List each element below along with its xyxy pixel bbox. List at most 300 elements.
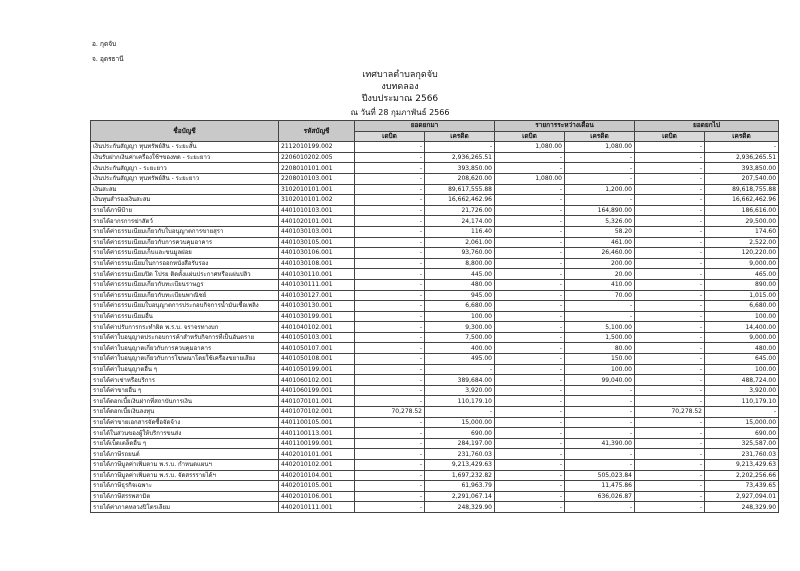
cell-dm-credit: 1,500.00 [565, 332, 635, 343]
fiscal-year: ปีงบประมาณ 2566 [361, 94, 439, 104]
cell-bf-debit: - [355, 237, 425, 248]
cell-dm-credit: 99,040.00 [565, 375, 635, 386]
cell-bf-credit: 24,174.00 [425, 216, 495, 227]
cell-cf-debit: - [635, 332, 705, 343]
cell-bf-credit: 110,179.10 [425, 396, 495, 407]
cell-bf-credit: 284,197.00 [425, 438, 495, 449]
cell-bf-debit: - [355, 417, 425, 428]
cell-dm-credit: 20.00 [565, 269, 635, 280]
cell-bf-debit: - [355, 491, 425, 502]
cell-bf-debit: - [355, 226, 425, 237]
table-row [91, 163, 779, 174]
cell-bf-credit: 231,760.03 [425, 449, 495, 460]
table-row [91, 216, 779, 227]
cell-account-code: 4401050103.001 [279, 332, 355, 343]
cell-account-code: 4401030105.001 [279, 237, 355, 248]
cell-cf-credit: 2,927,094.01 [705, 491, 779, 502]
cell-bf-debit: - [355, 279, 425, 290]
cell-cf-credit: - [705, 407, 779, 418]
cell-dm-credit: - [565, 173, 635, 184]
cell-bf-debit: - [355, 173, 425, 184]
table-row [91, 237, 779, 248]
cell-dm-debit: - [495, 269, 565, 280]
cell-account-code: 4401030103.001 [279, 226, 355, 237]
cell-account-name: รายได้ภาษีมูลค่าเพิ่มตาม พ.ร.บ. กำหนดแผนฯ [91, 460, 279, 471]
cell-cf-credit: 174.60 [705, 226, 779, 237]
cell-account-name: รายได้ภาษีรถยนต์ [91, 449, 279, 460]
cell-cf-debit: - [635, 491, 705, 502]
cell-bf-debit: - [355, 470, 425, 481]
cell-cf-credit: 690.00 [705, 428, 779, 439]
table-row [91, 470, 779, 481]
table-row [91, 460, 779, 471]
cell-account-name: รายได้ภาษีธุรกิจเฉพาะ [91, 481, 279, 492]
cell-cf-debit: - [635, 364, 705, 375]
cell-bf-debit: - [355, 332, 425, 343]
col-during-month: รายการระหว่างเดือน [495, 121, 635, 132]
cell-bf-credit: 8,800.00 [425, 258, 495, 269]
cell-cf-credit: 16,662,462.96 [705, 195, 779, 206]
cell-dm-debit: - [495, 279, 565, 290]
col-cf-debit: เดบิต [635, 131, 705, 142]
cell-cf-debit: - [635, 470, 705, 481]
cell-bf-credit: 9,213,429.63 [425, 460, 495, 471]
cell-dm-credit: 164,890.00 [565, 205, 635, 216]
cell-account-name: รายได้ค่าขายเอกสารจัดซื้อจัดจ้าง [91, 417, 279, 428]
cell-cf-credit: 488,724.00 [705, 375, 779, 386]
cell-account-code: 4401060102.001 [279, 375, 355, 386]
cell-cf-debit: - [635, 237, 705, 248]
cell-dm-debit: - [495, 163, 565, 174]
cell-bf-debit: - [355, 269, 425, 280]
table-row [91, 173, 779, 184]
cell-account-code: 2208010103.001 [279, 173, 355, 184]
cell-account-name: รายได้ดอกเบี้ยเงินฝากที่สถาบันการเงิน [91, 396, 279, 407]
cell-dm-credit: - [565, 396, 635, 407]
cell-dm-credit: - [565, 152, 635, 163]
table-row [91, 396, 779, 407]
cell-bf-debit: - [355, 481, 425, 492]
cell-cf-credit: 100.00 [705, 364, 779, 375]
cell-dm-debit: - [495, 322, 565, 333]
cell-account-code: 4401040102.001 [279, 322, 355, 333]
cell-dm-debit: - [495, 343, 565, 354]
cell-account-name: รายได้ค่าเช่าหรือบริการ [91, 375, 279, 386]
cell-bf-debit: - [355, 152, 425, 163]
cell-cf-credit: 1,015.00 [705, 290, 779, 301]
cell-dm-credit: 410.00 [565, 279, 635, 290]
cell-dm-debit: - [495, 460, 565, 471]
cell-bf-credit: 21,726.00 [425, 205, 495, 216]
cell-dm-credit: 636,026.87 [565, 491, 635, 502]
cell-cf-credit: 6,680.00 [705, 301, 779, 312]
table-row [91, 195, 779, 206]
cell-account-code: 4401030130.001 [279, 301, 355, 312]
cell-dm-debit: - [495, 301, 565, 312]
table-row [91, 269, 779, 280]
cell-cf-debit: - [635, 343, 705, 354]
cell-cf-debit: - [635, 460, 705, 471]
table-row [91, 407, 779, 418]
province-label: จ. อุดรธานี [92, 55, 124, 63]
cell-account-name: รายได้ค่าธรรมเนียมเกี่ยวกับการควบคุมอาคาร [91, 237, 279, 248]
cell-cf-debit: - [635, 449, 705, 460]
cell-cf-credit: 2,936,265.51 [705, 152, 779, 163]
cell-cf-credit: 890.00 [705, 279, 779, 290]
cell-bf-debit: - [355, 216, 425, 227]
cell-cf-credit: 14,400.00 [705, 322, 779, 333]
cell-bf-credit: 61,963.79 [425, 481, 495, 492]
table-row [91, 226, 779, 237]
cell-bf-debit: - [355, 364, 425, 375]
cell-cf-credit: 15,000.00 [705, 417, 779, 428]
cell-bf-debit: - [355, 354, 425, 365]
cell-dm-debit: - [495, 311, 565, 322]
cell-bf-debit: - [355, 142, 425, 153]
cell-bf-credit: 393,850.00 [425, 163, 495, 174]
cell-cf-credit: 248,329.90 [705, 502, 779, 513]
table-row [91, 258, 779, 269]
cell-dm-debit: - [495, 258, 565, 269]
cell-cf-debit: - [635, 354, 705, 365]
table-row [91, 428, 779, 439]
cell-dm-debit: - [495, 491, 565, 502]
cell-dm-credit: 150.00 [565, 354, 635, 365]
cell-bf-credit: 945.00 [425, 290, 495, 301]
cell-account-name: รายได้ค่าธรรมเนียมเก็บและขนมูลฝอย [91, 248, 279, 259]
cell-account-name: รายได้ค่าปรับการกระทำผิด พ.ร.บ. จราจรทางบก [91, 322, 279, 333]
cell-bf-debit: - [355, 248, 425, 259]
cell-account-name: รายได้เบ็ดเตล็ดอื่น ๆ [91, 438, 279, 449]
cell-account-name: รายได้อากรการฆ่าสัตว์ [91, 216, 279, 227]
as-of-date: ณ วันที่ 28 กุมภาพันธ์ 2566 [350, 108, 450, 117]
cell-bf-credit: 100.00 [425, 311, 495, 322]
cell-account-name: รายได้ค่าธรรมเนียมในการออกหนังสือรับรอง [91, 258, 279, 269]
cell-bf-credit: 89,617,555.88 [425, 184, 495, 195]
cell-account-code: 2112010199.002 [279, 142, 355, 153]
table-row [91, 332, 779, 343]
cell-cf-credit: 2,522.00 [705, 237, 779, 248]
cell-cf-credit: 480.00 [705, 343, 779, 354]
cell-account-code: 4401030110.001 [279, 269, 355, 280]
cell-bf-debit: - [355, 163, 425, 174]
cell-cf-credit: 110,179.10 [705, 396, 779, 407]
col-bf-debit: เดบิต [355, 131, 425, 142]
cell-dm-debit: - [495, 354, 565, 365]
cell-cf-credit: 207,540.00 [705, 173, 779, 184]
cell-dm-credit: 41,390.00 [565, 438, 635, 449]
cell-bf-credit: 389,684.00 [425, 375, 495, 386]
cell-account-code: 4401030106.001 [279, 248, 355, 259]
table-row [91, 184, 779, 195]
cell-account-code: 4401100105.001 [279, 417, 355, 428]
cell-bf-credit: 1,697,232.82 [425, 470, 495, 481]
col-bf-credit: เครดิต [425, 131, 495, 142]
cell-dm-credit: - [565, 428, 635, 439]
cell-bf-debit: - [355, 396, 425, 407]
cell-dm-debit: 1,080.00 [495, 173, 565, 184]
cell-bf-credit: - [425, 364, 495, 375]
cell-account-name: รายได้ภาษีป้าย [91, 205, 279, 216]
cell-account-name: รายได้ค่าธรรมเนียมเกี่ยวกับทะเบียนพาณิชย์ [91, 290, 279, 301]
cell-account-code: 4401030111.001 [279, 279, 355, 290]
cell-dm-debit: - [495, 152, 565, 163]
cell-account-name: เงินสะสม [91, 184, 279, 195]
cell-cf-credit: 29,500.00 [705, 216, 779, 227]
cell-cf-credit: 9,213,429.63 [705, 460, 779, 471]
cell-bf-credit: 16,662,462.96 [425, 195, 495, 206]
cell-dm-debit: - [495, 184, 565, 195]
cell-dm-debit: - [495, 481, 565, 492]
cell-account-code: 4401050108.001 [279, 354, 355, 365]
org-title: เทศบาลตำบลกุดจับ [362, 70, 438, 80]
cell-bf-debit: - [355, 311, 425, 322]
cell-dm-debit: - [495, 364, 565, 375]
cell-dm-debit: - [495, 237, 565, 248]
cell-account-name: รายได้ค่าใบอนุญาตประกอบการค้าสำหรับกิจการที่เป็นอันตราย [91, 332, 279, 343]
cell-bf-credit: 15,000.00 [425, 417, 495, 428]
cell-cf-credit: 9,000.00 [705, 332, 779, 343]
cell-account-name: รายได้ค่าใบอนุญาตเกี่ยวกับการควบคุมอาคาร [91, 343, 279, 354]
cell-bf-credit: 93,760.00 [425, 248, 495, 259]
cell-account-name: เงินทุนสำรองเงินสะสม [91, 195, 279, 206]
cell-cf-credit: 231,760.03 [705, 449, 779, 460]
cell-bf-debit: 70,278.52 [355, 407, 425, 418]
cell-dm-debit: - [495, 470, 565, 481]
cell-bf-credit: 3,920.00 [425, 385, 495, 396]
cell-account-code: 4401100113.001 [279, 428, 355, 439]
cell-dm-debit: - [495, 417, 565, 428]
cell-dm-debit: 1,080.00 [495, 142, 565, 153]
cell-bf-credit: 116.40 [425, 226, 495, 237]
cell-dm-debit: - [495, 407, 565, 418]
cell-account-code: 3102010101.001 [279, 184, 355, 195]
cell-cf-credit: 325,587.00 [705, 438, 779, 449]
cell-dm-credit: - [565, 311, 635, 322]
col-dm-credit: เครดิต [565, 131, 635, 142]
cell-bf-debit: - [355, 184, 425, 195]
cell-bf-debit: - [355, 205, 425, 216]
cell-cf-debit: - [635, 205, 705, 216]
cell-cf-debit: 70,278.52 [635, 407, 705, 418]
cell-cf-debit: - [635, 226, 705, 237]
cell-account-name: เงินประกันสัญญา - ระยะยาว [91, 163, 279, 174]
cell-account-name: รายได้ค่าธรรมเนียมเกี่ยวกับใบอนุญาตการขายสุรา [91, 226, 279, 237]
table-row [91, 142, 779, 153]
cell-account-name: เงินประกันสัญญา ทุนทรัพย์สิน - ระยะสั้น [91, 142, 279, 153]
cell-account-name: รายได้ค่าธรรมเนียมปิด โปรย ติดตั้งแผ่นประกาศหรือแผ่นปลิว [91, 269, 279, 280]
cell-account-name: รายได้ค่าใบอนุญาตอื่น ๆ [91, 364, 279, 375]
cell-cf-debit: - [635, 248, 705, 259]
table-row [91, 301, 779, 312]
table-row [91, 438, 779, 449]
cell-cf-debit: - [635, 279, 705, 290]
table-row [91, 322, 779, 333]
cell-dm-credit: - [565, 195, 635, 206]
cell-cf-debit: - [635, 184, 705, 195]
cell-dm-debit: - [495, 205, 565, 216]
col-account-name: ชื่อบัญชี [91, 121, 279, 142]
cell-dm-debit: - [495, 226, 565, 237]
cell-cf-credit: - [705, 142, 779, 153]
cell-account-code: 4402010101.001 [279, 449, 355, 460]
cell-dm-debit: - [495, 449, 565, 460]
col-dm-debit: เดบิต [495, 131, 565, 142]
table-row [91, 364, 779, 375]
cell-cf-debit: - [635, 290, 705, 301]
table-row [91, 343, 779, 354]
cell-dm-debit: - [495, 216, 565, 227]
cell-cf-credit: 645.00 [705, 354, 779, 365]
cell-cf-credit: 9,000.00 [705, 258, 779, 269]
cell-bf-debit: - [355, 385, 425, 396]
cell-dm-credit: 5,100.00 [565, 322, 635, 333]
cell-bf-debit: - [355, 438, 425, 449]
cell-dm-credit: - [565, 163, 635, 174]
cell-cf-credit: 120,220.00 [705, 248, 779, 259]
cell-account-code: 2206010202.005 [279, 152, 355, 163]
table-row [91, 385, 779, 396]
cell-account-name: รายได้ในส่วนของผู้ให้บริการขนส่ง [91, 428, 279, 439]
cell-dm-credit: - [565, 301, 635, 312]
cell-dm-credit: 1,200.00 [565, 184, 635, 195]
cell-bf-credit: - [425, 142, 495, 153]
cell-cf-debit: - [635, 438, 705, 449]
cell-cf-debit: - [635, 195, 705, 206]
table-row [91, 449, 779, 460]
cell-account-name: รายได้ค่าขายอื่น ๆ [91, 385, 279, 396]
table-row [91, 205, 779, 216]
cell-bf-debit: - [355, 322, 425, 333]
table-row [91, 375, 779, 386]
cell-dm-credit: 505,023.84 [565, 470, 635, 481]
cell-cf-debit: - [635, 322, 705, 333]
cell-dm-credit: - [565, 460, 635, 471]
cell-cf-credit: 2,202,256.66 [705, 470, 779, 481]
cell-bf-credit: 9,300.00 [425, 322, 495, 333]
report-title: งบทดลอง [381, 82, 419, 92]
cell-cf-debit: - [635, 481, 705, 492]
cell-dm-credit: 5,326.00 [565, 216, 635, 227]
cell-bf-credit: 6,680.00 [425, 301, 495, 312]
cell-account-code: 4401030199.001 [279, 311, 355, 322]
cell-account-code: 4401060199.001 [279, 385, 355, 396]
cell-cf-debit: - [635, 301, 705, 312]
cell-bf-debit: - [355, 290, 425, 301]
cell-account-name: รายได้ค่าธรรมเนียมใบอนุญาตการประกอบกิจการน้ำมันเชื้อเพลิง [91, 301, 279, 312]
cell-bf-debit: - [355, 343, 425, 354]
cell-dm-debit: - [495, 438, 565, 449]
cell-account-code: 4402010106.001 [279, 491, 355, 502]
cell-cf-debit: - [635, 396, 705, 407]
cell-account-code: 4401030108.001 [279, 258, 355, 269]
cell-dm-debit: - [495, 375, 565, 386]
cell-dm-debit: - [495, 428, 565, 439]
cell-bf-debit: - [355, 258, 425, 269]
table-row [91, 354, 779, 365]
cell-cf-debit: - [635, 375, 705, 386]
cell-account-code: 4401020101.001 [279, 216, 355, 227]
cell-cf-debit: - [635, 152, 705, 163]
col-brought-forward: ยอดยกมา [355, 121, 495, 132]
cell-cf-credit: 393,850.00 [705, 163, 779, 174]
table-row [91, 417, 779, 428]
cell-account-name: รายได้ค่าภาคหลวงปิโตรเลียม [91, 502, 279, 513]
cell-account-code: 4402010102.001 [279, 460, 355, 471]
cell-bf-debit: - [355, 195, 425, 206]
cell-account-code: 4402010105.001 [279, 481, 355, 492]
cell-dm-credit: - [565, 407, 635, 418]
cell-account-name: รายได้ค่าธรรมเนียมเกี่ยวกับทะเบียนราษฎร [91, 279, 279, 290]
cell-bf-credit: - [425, 407, 495, 418]
cell-dm-credit: - [565, 417, 635, 428]
cell-account-name: เงินรับฝากเงินค่าเครื่องใช้ฯของทด - ระยะยาว [91, 152, 279, 163]
cell-account-code: 4401050199.001 [279, 364, 355, 375]
cell-cf-debit: - [635, 269, 705, 280]
cell-bf-debit: - [355, 460, 425, 471]
cell-account-name: รายได้ภาษีสรรพสามิต [91, 491, 279, 502]
cell-cf-debit: - [635, 385, 705, 396]
cell-dm-debit: - [495, 195, 565, 206]
cell-dm-debit: - [495, 332, 565, 343]
cell-dm-credit: 70.00 [565, 290, 635, 301]
cell-cf-debit: - [635, 502, 705, 513]
cell-cf-credit: 186,616.00 [705, 205, 779, 216]
table-row [91, 290, 779, 301]
cell-cf-debit: - [635, 417, 705, 428]
cell-bf-debit: - [355, 502, 425, 513]
table-row [91, 279, 779, 290]
col-account-code: รหัสบัญชี [279, 121, 355, 142]
cell-cf-credit: 3,920.00 [705, 385, 779, 396]
cell-dm-credit: 58.20 [565, 226, 635, 237]
cell-cf-debit: - [635, 173, 705, 184]
cell-account-code: 4401070102.001 [279, 407, 355, 418]
cell-cf-credit: 465.00 [705, 269, 779, 280]
cell-account-name: เงินประกันสัญญา ทุนทรัพย์สิน - ระยะยาว [91, 173, 279, 184]
cell-account-code: 4401100199.001 [279, 438, 355, 449]
cell-account-code: 3102010101.002 [279, 195, 355, 206]
cell-dm-credit: - [565, 449, 635, 460]
cell-dm-credit: 461.00 [565, 237, 635, 248]
cell-bf-credit: 445.00 [425, 269, 495, 280]
col-carried-forward: ยอดยกไป [635, 121, 779, 132]
table-row [91, 152, 779, 163]
cell-dm-debit: - [495, 385, 565, 396]
cell-account-code: 4401070101.001 [279, 396, 355, 407]
district-label: อ. กุดจับ [92, 40, 117, 48]
cell-account-code: 4401030127.001 [279, 290, 355, 301]
cell-bf-debit: - [355, 428, 425, 439]
cell-bf-debit: - [355, 301, 425, 312]
table-row [91, 248, 779, 259]
cell-account-code: 4402010104.001 [279, 470, 355, 481]
cell-dm-credit: 1,080.00 [565, 142, 635, 153]
cell-account-name: รายได้ดอกเบี้ยเงินลงทุน [91, 407, 279, 418]
cell-account-code: 4402010111.001 [279, 502, 355, 513]
trial-balance-table [90, 120, 779, 513]
cell-bf-credit: 208,620.00 [425, 173, 495, 184]
cell-account-code: 4401050107.001 [279, 343, 355, 354]
cell-cf-credit: 89,618,755.88 [705, 184, 779, 195]
cell-cf-debit: - [635, 216, 705, 227]
cell-dm-credit: 200.00 [565, 258, 635, 269]
cell-dm-credit: - [565, 385, 635, 396]
cell-bf-credit: 690.00 [425, 428, 495, 439]
cell-dm-debit: - [495, 290, 565, 301]
cell-dm-debit: - [495, 396, 565, 407]
cell-dm-credit: 11,475.86 [565, 481, 635, 492]
